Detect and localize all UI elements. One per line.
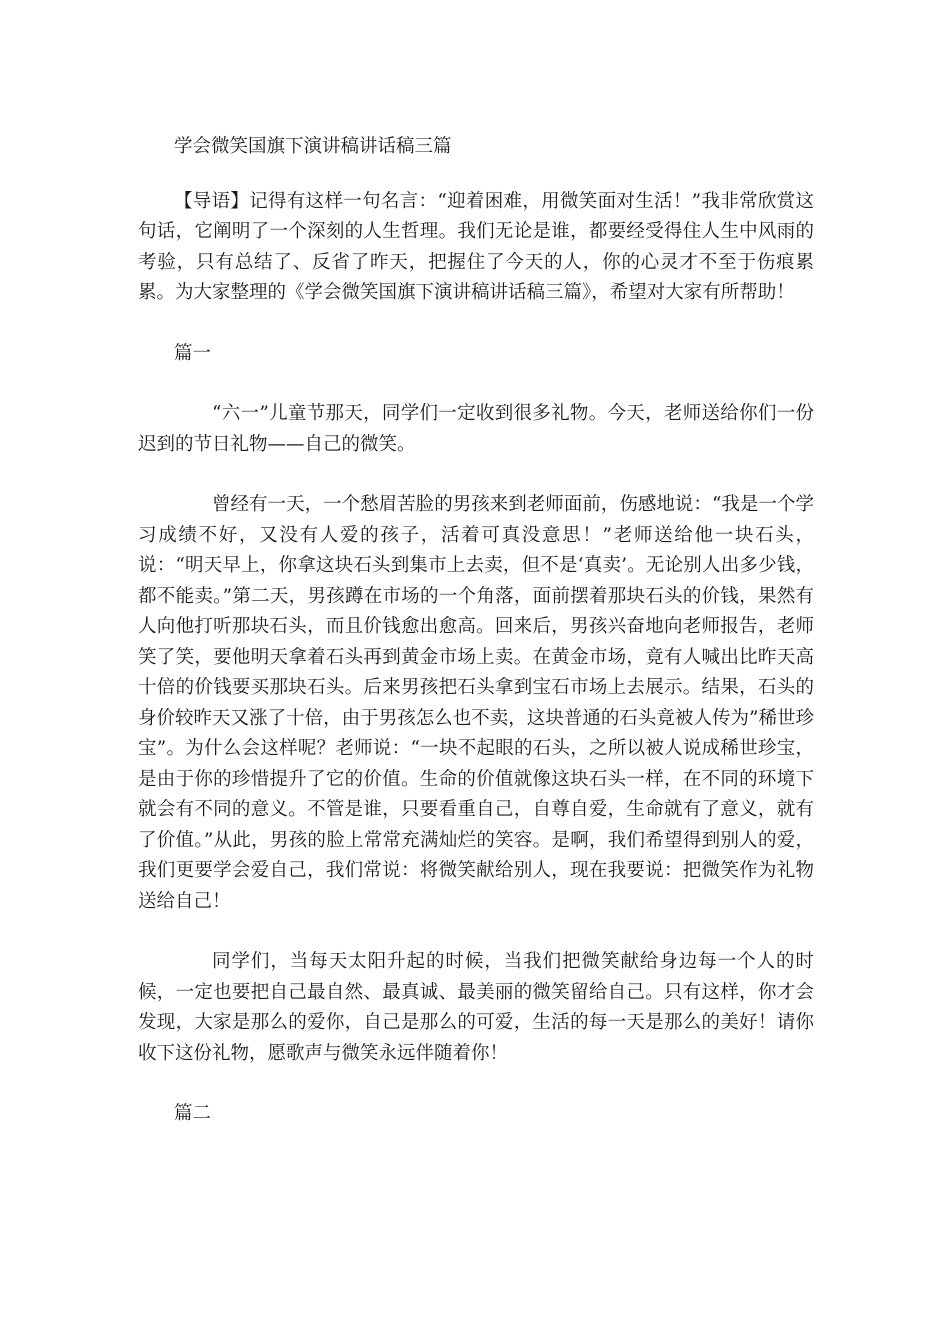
intro-paragraph: 【导语】记得有这样一句名言：“迎着困难，用微笑面对生活！”我非常欣赏这句话，它阐明了一个深刻的人生哲理。我们无论是谁，都要经受得住人生中风雨的考验，只有总结了、反省了昨天，把握住了今天的人，你的心灵才不至于伤痕累累。为大家整理的《学会微笑国旗下演讲稿讲话稿三篇》，希望对大家有所帮助！ [138, 190, 814, 303]
document-body [138, 132, 814, 1160]
section-1-paragraph-3: 同学们，当每天太阳升起的时候，当我们把微笑献给身边每一个人的时候，一定也要把自己最自然、最真诚、最美丽的微笑留给自己。只有这样，你才会发现，大家是那么的爱你，自己是那么的可爱，生活的每一天是那么的美好！请你收下这份礼物，愿歌声与微笑永远伴随着你！ [138, 951, 814, 1064]
section-heading-1: 篇一 [174, 342, 212, 364]
section-1-paragraph-1: “六一”儿童节那天，同学们一定收到很多礼物。今天，老师送给你们一份迟到的节日礼物——自己的微笑。 [138, 403, 814, 455]
section-heading-2: 篇二 [174, 1103, 212, 1124]
document-title: 学会微笑国旗下演讲稿讲话稿三篇 [174, 136, 452, 157]
section-1-paragraph-2: 曾经有一天，一个愁眉苦脸的男孩来到老师面前，伤感地说：“我是一个学习成绩不好，又没有人爱的孩子，活着可真没意思！”老师送给他一块石头，说：“明天早上，你拿这块石头到集市上去卖，但不是‘真卖’。无论别人出多少钱，都不能卖。”第二天，男孩蹲在市场的一个角落，面前摆着那块石头的价钱，果然有人向他打听那块石头，而且价钱愈出愈高。回来后，男孩兴奋地向老师报告，老师笑了笑，要他明天拿着石头再到黄金市场上卖。在黄金市场，竟有人喊出比昨天高十倍的价钱要买那块石头。后来男孩把石头拿到宝石市场上去展示。结果，石头的身价较昨天又涨了十倍，由于男孩怎么也不卖，这块普通的石头竟被人传为”稀世珍宝”。为什么会这样呢？老师说：“一块不起眼的石头，之所以被人说成稀世珍宝，是由于你的珍惜提升了它的价值。生命的价值就像这块石头一样，在不同的环境下就会有不同的意义。不管是谁，只要看重自己，自尊自爱，生命就有了意义，就有了价值。”从此，男孩的脸上常常充满灿烂的笑容。是啊，我们希望得到别人的爱，我们更要学会爱自己，我们常说：将微笑献给别人，现在我要说：把微笑作为礼物送给自己！ [138, 494, 814, 912]
